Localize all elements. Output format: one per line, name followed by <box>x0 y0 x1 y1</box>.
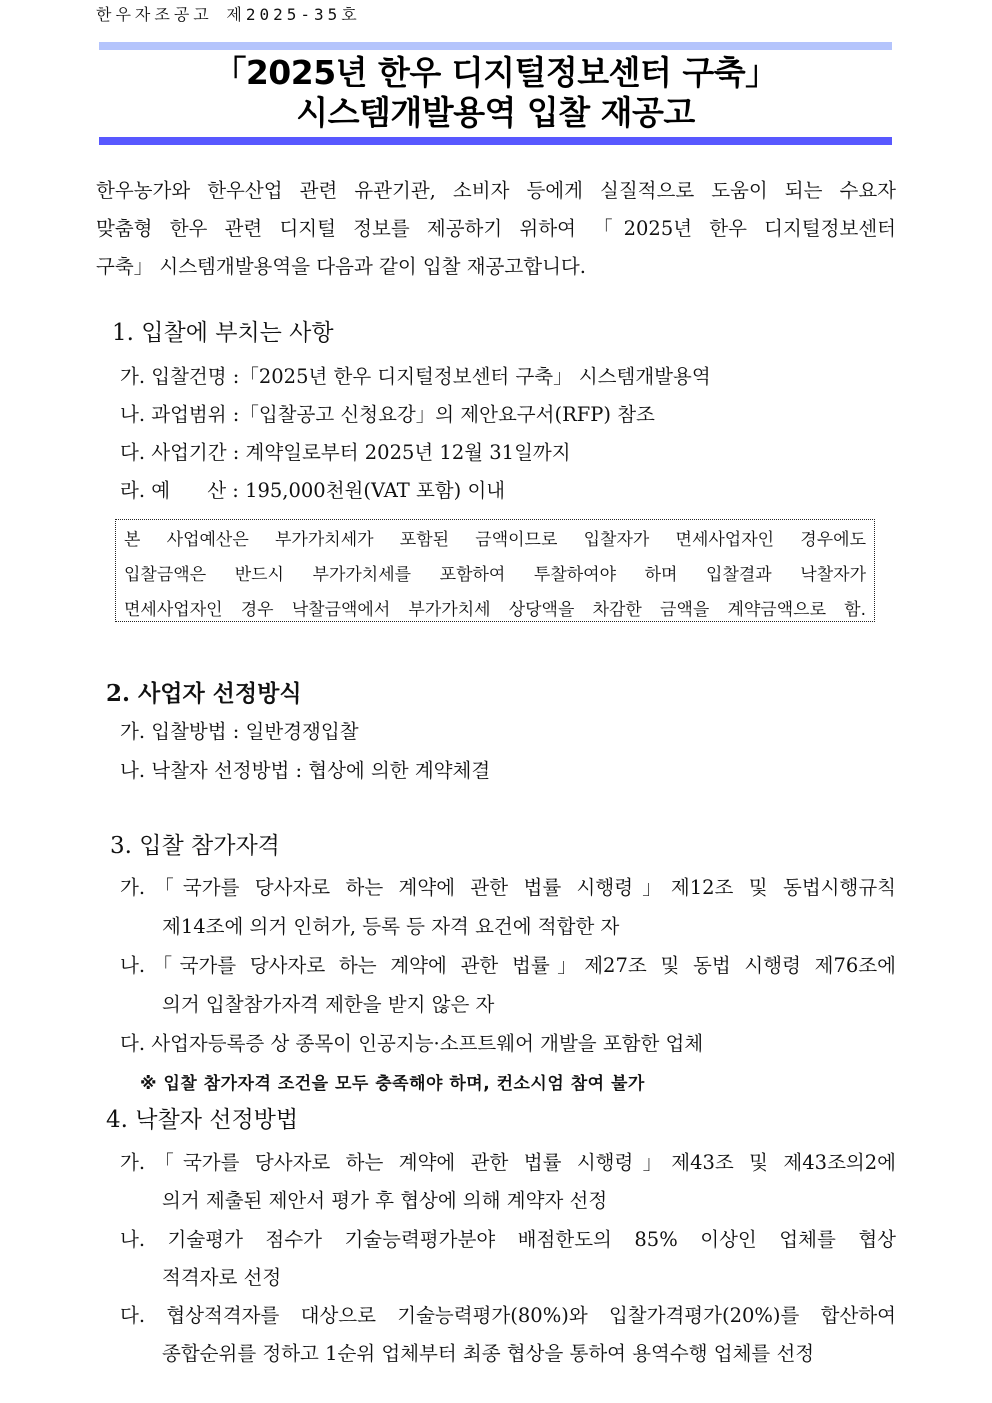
intro-line: 구축」 시스템개발용역을 다음과 같이 입찰 재공고합니다. <box>96 255 586 278</box>
note-line: 면세사업자인 경우 낙찰금액에서 부가가치세 상당액을 차감한 금액을 계약금액으로 함. <box>124 600 866 620</box>
title-bottom-rule <box>99 137 892 145</box>
page-title-line-1: 「2025년 한우 디지털정보센터 구축」 <box>213 53 778 92</box>
section-heading: 3. 입찰 참가자격 <box>110 833 280 859</box>
vat-note-box <box>115 519 875 622</box>
section-heading: 2. 사업자 선정방식 <box>106 680 302 707</box>
document-number: 한우자조공고 제2025-35호 <box>96 5 361 24</box>
note-line: 입찰금액은 반드시 부가가치세를 포함하여 투찰하여야 하며 입찰결과 낙찰자가 <box>124 565 866 585</box>
section-item-continuation: 의거 입찰참가자격 제한을 받지 않은 자 <box>162 993 495 1016</box>
section-item: 가.「국가를 당사자로 하는 계약에 관한 법률 시행령」제43조 및 제43조의2에 <box>120 1151 896 1174</box>
intro-paragraph <box>96 172 896 286</box>
page-title-line-2: 시스템개발용역 입찰 재공고 <box>296 93 695 132</box>
section-item-continuation: 적격자로 선정 <box>162 1266 282 1289</box>
intro-line: 한우농가와 한우산업 관련 유관기관, 소비자 등에게 실질적으로 도움이 되는 수요자 <box>96 179 896 202</box>
section-item-continuation: 종합순위를 정하고 1순위 업체부터 최종 협상을 통하여 용역수행 업체를 선정 <box>162 1342 815 1365</box>
section-item: 다. 사업기간 : 계약일로부터 2025년 12월 31일까지 <box>120 441 571 464</box>
section-item: 나. 낙찰자 선정방법 : 협상에 의한 계약체결 <box>120 759 491 782</box>
section-item: 나.「국가를 당사자로 하는 계약에 관한 법률」제27조 및 동법 시행령 제76조에 <box>120 954 896 977</box>
section-item: 라. 예 산 : 195,000천원(VAT 포함) 이내 <box>120 479 506 502</box>
section-item: 가. 입찰방법 : 일반경쟁입찰 <box>120 720 359 743</box>
note-line: 본 사업예산은 부가가치세가 포함된 금액이므로 입찰자가 면세사업자인 경우에도 <box>124 530 866 550</box>
section-heading: 4. 낙찰자 선정방법 <box>106 1107 299 1133</box>
section-item: 가.「국가를 당사자로 하는 계약에 관한 법률 시행령」제12조 및 동법시행규칙 <box>120 876 896 899</box>
section-item-continuation: 의거 제출된 제안서 평가 후 협상에 의해 계약자 선정 <box>162 1189 608 1212</box>
section-item: 다. 협상적격자를 대상으로 기술능력평가(80%)와 입찰가격평가(20%)를 합산하여 <box>120 1304 896 1327</box>
intro-line: 맞춤형 한우 관련 디지털 정보를 제공하기 위하여 「2025년 한우 디지털정보센터 <box>96 217 896 240</box>
title-top-rule <box>99 42 892 50</box>
eligibility-warning: ※ 입찰 참가자격 조건을 모두 충족해야 하며, 컨소시엄 참여 불가 <box>140 1074 645 1094</box>
section-item: 다. 사업자등록증 상 종목이 인공지능·소프트웨어 개발을 포함한 업체 <box>120 1032 704 1055</box>
section-item-continuation: 제14조에 의거 인허가, 등록 등 자격 요건에 적합한 자 <box>162 915 620 938</box>
section-heading: 1. 입찰에 부치는 사항 <box>112 320 334 346</box>
section-item: 가. 입찰건명 :「2025년 한우 디지털정보센터 구축」 시스템개발용역 <box>120 365 711 388</box>
section-item: 나. 과업범위 :「입찰공고 신청요강」의 제안요구서(RFP) 참조 <box>120 403 655 426</box>
section-item: 나. 기술평가 점수가 기술능력평가분야 배점한도의 85% 이상인 업체를 협상 <box>120 1228 896 1251</box>
